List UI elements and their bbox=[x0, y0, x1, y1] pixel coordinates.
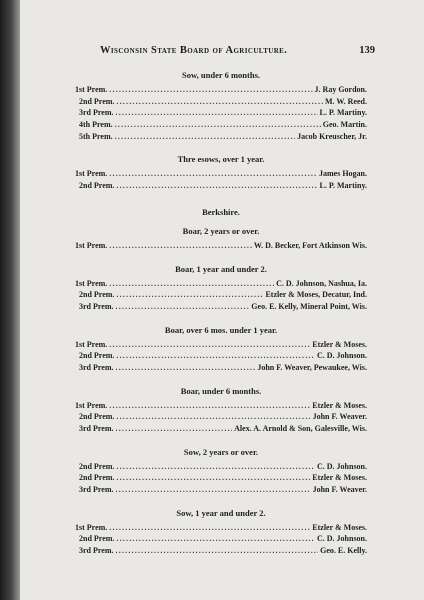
winner-name: J. Ray Gordon. bbox=[314, 85, 367, 94]
award-row bbox=[75, 412, 367, 424]
section-title: Boar, over 6 mos. under 1 year. bbox=[164, 324, 278, 335]
section-title: Boar, 2 years or over. bbox=[182, 225, 260, 236]
award-section bbox=[75, 508, 367, 558]
running-title: Wisconsin State Board of Agriculture. bbox=[100, 45, 288, 56]
winner-name: C. D. Johnson, Nashua, Ia. bbox=[276, 278, 367, 288]
dot-leader bbox=[109, 401, 310, 410]
award-row bbox=[75, 279, 367, 291]
section-title: Thre esows, over 1 year. bbox=[177, 154, 265, 165]
award-section bbox=[75, 226, 367, 253]
award-row bbox=[75, 523, 367, 535]
award-section bbox=[75, 325, 367, 375]
premium-place: 2nd Prem. bbox=[79, 290, 115, 300]
premium-place: 1st Prem. bbox=[75, 400, 108, 410]
award-row bbox=[75, 108, 367, 120]
winner-name: C. D. Johnson. bbox=[316, 461, 367, 471]
premium-place: 2nd Prem. bbox=[79, 351, 115, 361]
premium-place: 3rd Prem. bbox=[79, 301, 114, 311]
winner-name: Geo. E. Kelly. bbox=[320, 546, 367, 556]
award-row bbox=[75, 546, 367, 558]
award-section bbox=[75, 154, 367, 192]
dot-leader bbox=[116, 546, 319, 555]
page-header bbox=[100, 45, 375, 56]
dot-leader bbox=[116, 534, 315, 543]
section-title: Sow, 2 years or over. bbox=[183, 446, 259, 457]
award-section bbox=[75, 264, 367, 314]
award-row bbox=[75, 97, 367, 109]
winner-name: James Hogan. bbox=[319, 169, 367, 179]
award-row bbox=[75, 169, 367, 181]
berkshire-sections bbox=[75, 226, 367, 558]
award-row bbox=[75, 401, 367, 413]
premium-place: 1st Prem. bbox=[75, 339, 108, 349]
award-row bbox=[75, 363, 367, 375]
winner-name: Geo. E. Kelly, Mineral Point, Wis. bbox=[251, 301, 367, 311]
premium-place: 2nd Prem. bbox=[79, 534, 115, 544]
winner-name: John F. Weaver. bbox=[312, 412, 367, 422]
winner-name: L. P. Martiny. bbox=[319, 108, 367, 118]
dot-leader bbox=[109, 85, 312, 94]
award-row bbox=[75, 424, 367, 436]
dot-leader bbox=[116, 485, 311, 494]
premium-place: 3rd Prem. bbox=[79, 424, 114, 433]
dot-leader bbox=[109, 241, 252, 250]
dot-leader bbox=[116, 97, 323, 106]
award-row bbox=[75, 120, 367, 132]
winner-name: W. D. Becker, Fort Atkinson Wis. bbox=[253, 240, 367, 250]
breed-heading: Berkshire. bbox=[202, 206, 240, 217]
dot-leader bbox=[116, 290, 263, 299]
award-row bbox=[75, 485, 367, 497]
premium-place: 3rd Prem. bbox=[79, 108, 114, 118]
winner-name: Etzler & Moses. bbox=[312, 339, 367, 349]
premium-place: 4th Prem. bbox=[79, 120, 113, 130]
dot-leader bbox=[116, 473, 310, 482]
dot-leader bbox=[115, 132, 295, 141]
premium-place: 2nd Prem. bbox=[79, 473, 115, 483]
dot-leader bbox=[109, 279, 274, 288]
section-title: Sow, 1 year and under 2. bbox=[176, 507, 266, 518]
winner-name: Jacob Kreuscher, Jr. bbox=[297, 131, 367, 141]
binding-gutter bbox=[0, 0, 20, 600]
winner-name: Etzler & Moses, Decatur, Ind. bbox=[265, 290, 367, 300]
dot-leader bbox=[109, 169, 317, 178]
dot-leader bbox=[116, 363, 256, 372]
premium-place: 1st Prem. bbox=[75, 85, 108, 94]
dot-leader bbox=[109, 523, 310, 532]
winner-name: Geo. Martin. bbox=[322, 120, 367, 130]
premium-place: 5th Prem. bbox=[79, 131, 113, 141]
award-row bbox=[75, 462, 367, 474]
winner-name: Etzler & Moses. bbox=[312, 522, 367, 532]
dot-leader bbox=[109, 340, 310, 349]
award-row bbox=[75, 132, 367, 144]
award-row bbox=[75, 340, 367, 352]
award-row bbox=[75, 290, 367, 302]
section-title: Boar, 1 year and under 2. bbox=[175, 263, 267, 274]
winner-name: C. D. Johnson. bbox=[316, 534, 367, 544]
dot-leader bbox=[116, 181, 317, 190]
award-row bbox=[75, 534, 367, 546]
premium-place: 2nd Prem. bbox=[79, 181, 115, 191]
premium-place: 3rd Prem. bbox=[79, 546, 114, 556]
premium-place: 1st Prem. bbox=[75, 240, 108, 250]
premium-place: 3rd Prem. bbox=[79, 362, 114, 372]
winner-name: Etzler & Moses. bbox=[312, 473, 367, 483]
page-number: 139 bbox=[359, 45, 375, 56]
winner-name: Etzler & Moses. bbox=[312, 400, 367, 410]
premium-place: 1st Prem. bbox=[75, 522, 108, 532]
premium-place: 3rd Prem. bbox=[79, 485, 114, 495]
premium-place: 2nd Prem. bbox=[79, 96, 115, 106]
section-title: Boar, under 6 months. bbox=[180, 385, 262, 396]
winner-name: C. D. Johnson. bbox=[316, 351, 367, 361]
premium-list bbox=[75, 70, 367, 569]
dot-leader bbox=[116, 462, 315, 471]
award-section bbox=[75, 70, 367, 143]
award-row bbox=[75, 302, 367, 314]
premium-place: 1st Prem. bbox=[75, 278, 108, 288]
dot-leader bbox=[116, 108, 318, 117]
premium-place: 2nd Prem. bbox=[79, 461, 115, 471]
award-row bbox=[75, 351, 367, 363]
winner-name: John F. Weaver. bbox=[312, 485, 367, 495]
winner-name: John F. Weaver, Pewaukee, Wis. bbox=[257, 362, 367, 372]
dot-leader bbox=[116, 351, 315, 360]
award-row bbox=[75, 85, 367, 97]
award-section bbox=[75, 386, 367, 436]
winner-name: L. P. Martiny. bbox=[319, 181, 367, 191]
general-sections bbox=[75, 70, 367, 193]
winner-name: Alex. A. Arnold & Son, Galesville, Wis. bbox=[234, 424, 367, 433]
dot-leader bbox=[115, 120, 321, 129]
award-row bbox=[75, 241, 367, 253]
winner-name: M. W. Reed. bbox=[325, 96, 367, 106]
section-title: Sow, under 6 months. bbox=[181, 70, 261, 80]
award-section bbox=[75, 447, 367, 497]
premium-place: 2nd Prem. bbox=[79, 412, 115, 422]
dot-leader bbox=[116, 412, 310, 421]
award-row bbox=[75, 473, 367, 485]
premium-place: 1st Prem. bbox=[75, 169, 108, 179]
dot-leader bbox=[116, 302, 250, 311]
award-row bbox=[75, 181, 367, 193]
dot-leader bbox=[116, 424, 233, 433]
